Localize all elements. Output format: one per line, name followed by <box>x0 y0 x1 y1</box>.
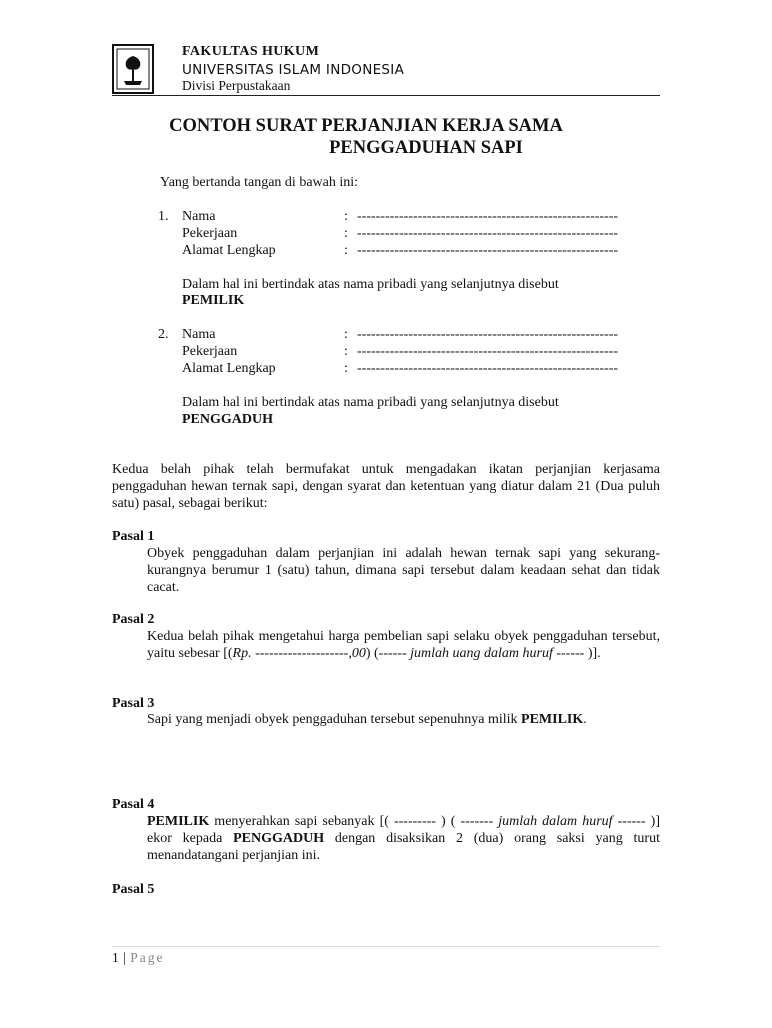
pasal-text: Kedua belah pihak mengetahui harga pembelian sapi selaku obyek penggaduhan tersebut, yaitu sebesar [( <box>147 629 660 661</box>
page-footer <box>112 950 164 966</box>
field-label: Nama <box>182 209 216 224</box>
pasal-body <box>147 711 660 728</box>
field-label: Pekerjaan <box>182 344 238 359</box>
field-blank: -------------------------------------------------------- <box>357 243 619 258</box>
header-divider <box>112 95 660 96</box>
pasal-heading: Pasal 4 <box>112 797 155 812</box>
field-colon: : <box>344 209 348 224</box>
field-colon: : <box>344 361 348 376</box>
party-role-pemilik: PEMILIK <box>182 293 245 308</box>
field-label: Nama <box>182 327 216 342</box>
field-blank: -------------------------------------------------------- <box>357 209 619 224</box>
page-number: 1 <box>112 950 120 965</box>
university-logo-icon <box>112 44 154 94</box>
pasal-heading: Pasal 2 <box>112 612 155 627</box>
pasal-body: Obyek penggaduhan dalam perjanjian ini adalah hewan ternak sapi yang sekurang-kurangnya berumur 1 (satu) tahun, dimana sapi tersebut dalam keadaan sehat dan tidak cacat. <box>147 546 660 595</box>
field-label: Pekerjaan <box>182 226 238 241</box>
party-number: 2. <box>158 327 169 342</box>
pasal-heading: Pasal 5 <box>112 882 155 897</box>
pasal-body <box>147 628 660 662</box>
penggaduh-term: PENGGADUH <box>233 831 325 846</box>
field-blank: -------------------------------------------------------- <box>357 344 619 359</box>
field-colon: : <box>344 243 348 258</box>
header-university: UNIVERSITAS ISLAM INDONESIA <box>182 62 405 78</box>
party-description: Dalam hal ini bertindak atas nama pribadi yang selanjutnya disebut <box>182 277 559 292</box>
intro-text: Yang bertanda tangan di bawah ini: <box>160 175 359 190</box>
field-colon: : <box>344 226 348 241</box>
amount-in-words: jumlah dalam huruf <box>498 814 613 829</box>
pasal-text: ------ )]. <box>552 646 601 661</box>
field-blank: -------------------------------------------------------- <box>357 327 619 342</box>
pasal-text: Sapi yang menjadi obyek penggaduhan tersebut sepenuhnya milik <box>147 712 522 727</box>
field-label: Alamat Lengkap <box>182 243 276 258</box>
party-number: 1. <box>158 209 169 224</box>
price-blank: Rp. --------------------,00 <box>232 646 366 661</box>
header-division: Divisi Perpustakaan <box>182 78 291 93</box>
pasal-text: menyerahkan sapi sebanyak [( --------- ) ( ------- <box>209 814 499 829</box>
document-title-line1: CONTOH SURAT PERJANJIAN KERJA SAMA <box>169 116 563 136</box>
field-blank: -------------------------------------------------------- <box>357 361 619 376</box>
party-role-penggaduh: PENGGADUH <box>182 412 273 427</box>
amount-in-words: jumlah uang dalam huruf <box>410 646 553 661</box>
header-faculty: FAKULTAS HUKUM <box>182 44 320 59</box>
field-colon: : <box>344 327 348 342</box>
page-label: Page <box>130 950 165 965</box>
party-description: Dalam hal ini bertindak atas nama pribadi yang selanjutnya disebut <box>182 395 559 410</box>
field-colon: : <box>344 344 348 359</box>
pasal-text: ------ )] ekor kepada <box>147 814 661 846</box>
pasal-text: dengan disaksikan 2 (dua) orang saksi yang turut menandatangani perjanjian ini. <box>147 831 660 863</box>
footer-divider <box>112 946 660 947</box>
pasal-heading: Pasal 3 <box>112 696 155 711</box>
pemilik-term: PEMILIK <box>147 814 210 829</box>
agreement-paragraph: Kedua belah pihak telah bermufakat untuk mengadakan ikatan perjanjian kerjasama penggaduhan hewan ternak sapi, dengan syarat dan ketentuan yang diatur dalam 21 (Dua puluh satu) pasal, sebagai berikut: <box>112 462 660 511</box>
pasal-heading: Pasal 1 <box>112 529 155 544</box>
pasal-body <box>147 813 660 864</box>
document-title-line2: PENGGADUHAN SAPI <box>329 138 523 158</box>
field-label: Alamat Lengkap <box>182 361 276 376</box>
page-separator: | <box>119 950 131 965</box>
pasal-text: ) (------ <box>365 646 411 661</box>
field-blank: -------------------------------------------------------- <box>357 226 619 241</box>
pasal-text: . <box>583 712 587 727</box>
pemilik-term: PEMILIK <box>521 712 584 727</box>
